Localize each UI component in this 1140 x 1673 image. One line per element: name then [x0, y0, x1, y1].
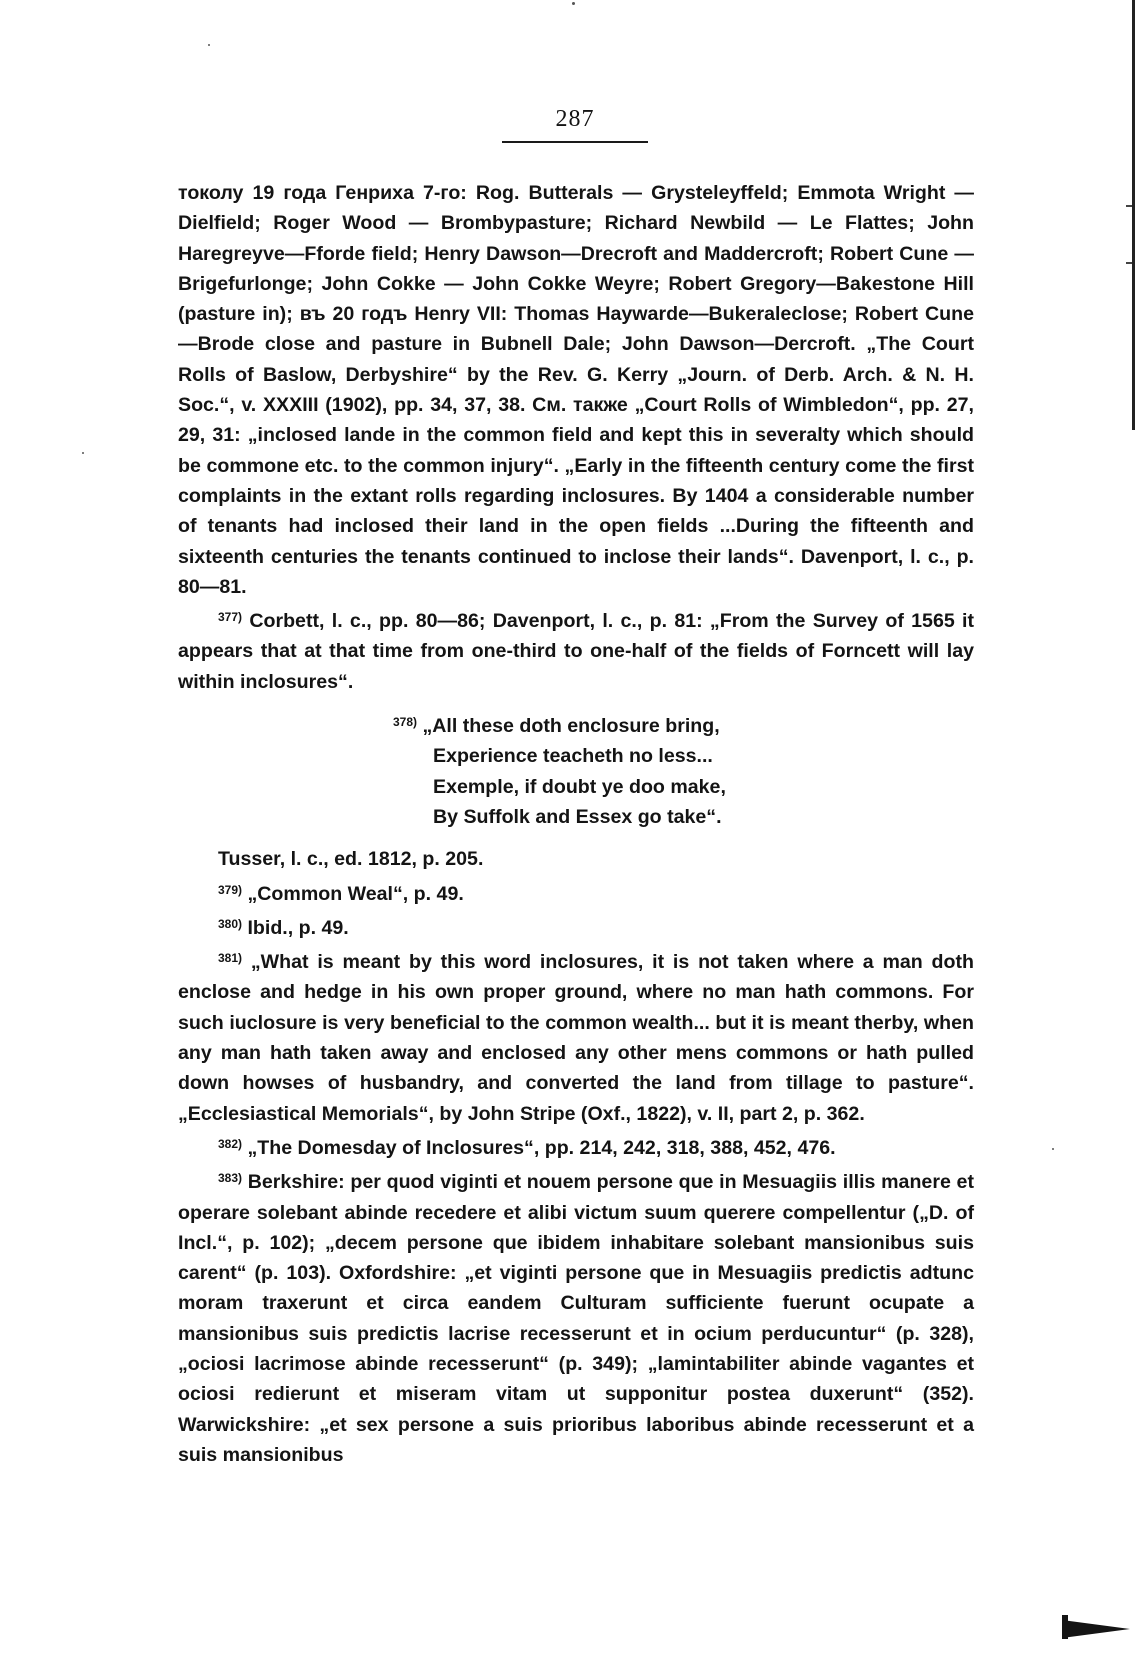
footnote-mark: 379)	[218, 882, 243, 897]
footnote-mark: 382)	[218, 1136, 243, 1151]
footnote-mark: 380)	[218, 916, 243, 931]
footnote-378-source: Tusser, l. c., ed. 1812, p. 205.	[218, 848, 484, 871]
footnote-mark: 377)	[218, 610, 243, 625]
footnote-mark: 383)	[218, 1171, 243, 1186]
verse-line: Experience teacheth no less...	[433, 745, 713, 768]
scan-speck	[82, 452, 84, 454]
footnote-text: Ibid., p. 49.	[247, 916, 349, 939]
scan-speck	[208, 44, 210, 46]
footnote-377	[178, 602, 974, 697]
page-edge-line	[1132, 0, 1135, 430]
scan-speck	[572, 2, 575, 5]
footnote-mark: 381)	[218, 951, 243, 966]
page-number: 287	[555, 106, 595, 132]
footnote-379	[178, 875, 974, 909]
page-body	[178, 178, 974, 1470]
footnote-text: „What is meant by this word inclosures, it is not taken where a man doth enclose and hedge in his own proper ground, where no man hath commons. For such iuclosure is very beneficial to the common wealth... but it is meant therby, when any man hath taken away and enclosed any other mens commons or hath pulled down howses of husbandry, and converted the land from tillage to pasture“. „Ecclesiastical Memorials“, by John Stripe (Oxf., 1822), v. II, part 2, p. 362.	[178, 951, 974, 1125]
continued-paragraph: токолу 19 года Генриха 7-го: Rog. Butterals — Grysteleyffeld; Emmota Wright — Dielfield; Roger Wood — Brombypasture; Richard Newbild — Le Flattes; John Haregreyve—Fforde field; Henry Dawson—Drecroft and Maddercroft; Robert Cune — Brigefurlonge; John Cokke — John Cokke Weyre; Robert Gregory—Bakestone Hill (pasture in); въ 20 годъ Henry VII: Thomas Haywarde—Bukeraleclose; Robert Cune—Brode close and pasture in Bubnell Dale; John Dawson—Dercroft. „The Court Rolls of Baslow, Derbyshire“ by the Rev. G. Kerry „Journ. of Derb. Arch. & N. H. Soc.“, v. XXXIII (1902), pp. 34, 37, 38. См. также „Court Rolls of Wimbledon“, pp. 27, 29, 31: „inclosed lande in the common field and kept this in severalty which should be commone etc. to the common injury“. „Early in the fifteenth century come the first complaints in the extant rolls regarding inclosures. By 1404 a considerable number of tenants had inclosed their land in the open fields ...During the fifteenth and sixteenth centuries the tenants continued to inclose their lands“. Davenport, l. c., p. 80—81.	[178, 182, 974, 598]
verse-line	[393, 707, 974, 741]
footnote-text: Corbett, l. c., pp. 80—86; Davenport, l. c., p. 81: „From the Survey of 1565 it appears that at that time from one-third to one-half of the fields of Forncett will lay within inclosures“.	[178, 610, 975, 693]
verse-line: Exemple, if doubt ye doo make,	[433, 775, 726, 798]
footnote-mark: 378)	[393, 715, 418, 730]
footnote-381	[178, 943, 974, 1129]
page-turn-arrow-icon	[1062, 1620, 1130, 1638]
page-edge-tick	[1126, 205, 1132, 207]
verse-line: By Suffolk and Essex go take“.	[433, 805, 722, 828]
footnote-378-verse	[393, 707, 974, 832]
footnote-text: „Common Weal“, p. 49.	[247, 882, 464, 905]
page-number-rule	[502, 141, 648, 143]
footnote-382	[178, 1129, 974, 1163]
footnote-380	[178, 909, 974, 943]
footnote-text: „The Domesday of Inclosures“, pp. 214, 242, 318, 388, 452, 476.	[247, 1136, 836, 1159]
verse-line-text: „All these doth enclosure bring,	[422, 715, 720, 738]
footnote-383	[178, 1163, 974, 1470]
scan-speck	[1052, 1148, 1054, 1150]
page-edge-tick	[1126, 262, 1132, 264]
footnote-text: Berkshire: per quod viginti et nouem persone que in Mesuagiis illis manere et operare solebant abinde recedere et alibi victum suum querere compellentur („D. of Incl.“, p. 102); „decem persone que ibidem inhabitare solebant mansionibus suis carent“ (p. 103). Oxfordshire: „et viginti persone que in Mesuagiis predictis adtunc moram traxerunt et circa eandem Culturam sufficiente fuerunt ocupate a mansionibus suis predictis lacrise recesserunt et in ocium perducuntur“ (p. 328), „ociosi lacrimose abinde recesserunt“ (p. 349); „lamintabiliter abinde vagantes et ociosi redierunt et miseram vitam ut supponitur postea duxerunt“ (352). Warwickshire: „et sex persone a suis prioribus laboribus abinde recesserunt et a suis mansionibus	[178, 1171, 974, 1466]
